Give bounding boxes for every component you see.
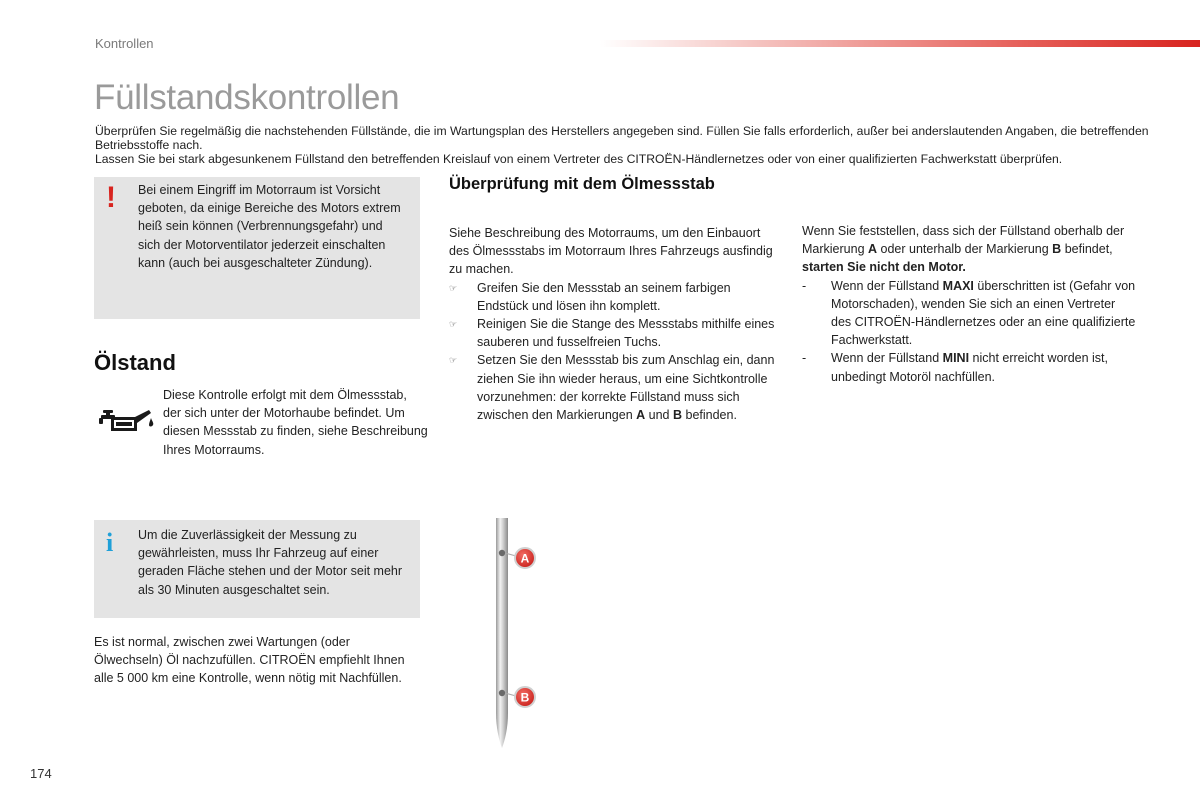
pointing-hand-icon: ☞ — [449, 355, 458, 366]
marker-a-text: A — [520, 551, 530, 566]
level-item-maxi — [802, 277, 1137, 350]
do-not-start-warning: starten Sie nicht den Motor. — [802, 260, 966, 275]
level-warning-column — [802, 222, 1137, 386]
instruction-item — [449, 315, 779, 351]
instruction-text: Reinigen Sie die Stange des Messstabs mithilfe eines sauberen und fusselfreien Tuchs. — [477, 317, 775, 350]
page-number: 174 — [30, 766, 52, 781]
dash-marker: - — [802, 351, 807, 366]
dipstick-illustration — [490, 518, 550, 750]
dipstick-instructions — [449, 224, 779, 424]
marker-b-text: B — [520, 690, 530, 705]
instruction-tail: befinden. — [685, 408, 737, 423]
info-text: Um die Zuverlässigkeit der Messung zu gewährleisten, muss Ihr Fahrzeug auf einer geraden Fläche stehen und der Motor seit mehr als 30 Minuten ausgeschaltet sein. — [138, 528, 403, 597]
conjunction-text: und — [648, 408, 670, 423]
dipstick-notch-a — [499, 550, 505, 556]
intro-paragraph-1: Überprüfen Sie regelmäßig die nachstehenden Füllstände, die im Wartungsplan des Herstellers angegeben sind. Füllen Sie falls erforderlich, außer bei anderslautenden Angaben, die betreffenden Betriebsstoffe nach. — [95, 124, 1149, 152]
exclamation-icon: ! — [106, 181, 116, 214]
item-suffix: überschritten ist (Gefahr von Motorschaden), wenden Sie sich an einen Vertreter des CITROËN-Händlernetzes oder an eine qualifizierte Fachwerkstatt. — [831, 278, 1136, 348]
item-suffix: nicht erreicht worden ist, unbedingt Motoröl nachfüllen. — [831, 351, 1109, 384]
marker-a-label: A — [868, 242, 878, 257]
instruction-item — [449, 351, 779, 424]
level-warning-intro — [802, 222, 1137, 277]
intro-part-1: Wenn Sie feststellen, dass sich der Füllstand oberhalb der Markierung — [802, 224, 1125, 257]
oil-level-heading: Ölstand — [94, 350, 176, 375]
instruction-text: Setzen Sie den Messstab bis zum Anschlag ein, dann ziehen Sie ihn wieder heraus, um eine Sichtkontrolle vorzunehmen: der korrekte Füllstand muss sich zwischen den Markierungen — [477, 353, 775, 423]
instruction-text: Greifen Sie den Messstab an seinem farbigen Endstück und lösen ihn komplett. — [477, 280, 731, 313]
intro-paragraph-2: Lassen Sie bei stark abgesunkenem Füllstand den betreffenden Kreislauf von einem Vertreter des CITROËN-Händlernetzes oder von einer qualifizierten Fachwerkstatt überprüfen. — [95, 152, 1063, 166]
section-label: Kontrollen — [95, 36, 154, 51]
dipstick-intro: Siehe Beschreibung des Motorraums, um den Einbauort des Ölmessstabs im Motorraum Ihres Fahrzeugs ausfindig zu machen. — [449, 226, 773, 277]
dipstick-notch-b — [499, 690, 505, 696]
level-item-mini — [802, 349, 1137, 385]
oil-level-text: Diese Kontrolle erfolgt mit dem Ölmessstab, der sich unter der Motorhaube befindet. Um diesen Messstab zu finden, siehe Beschreibung Ihres Motorraums. — [163, 388, 428, 457]
intro-part-3: befindet, — [1064, 242, 1113, 257]
item-prefix: Wenn der Füllstand — [831, 351, 940, 366]
oil-can-icon — [97, 404, 155, 440]
warning-box — [94, 177, 420, 319]
pointing-hand-icon: ☞ — [449, 282, 458, 293]
instruction-item — [449, 279, 779, 315]
pointing-hand-icon: ☞ — [449, 319, 458, 330]
marker-b-label: B — [672, 408, 683, 423]
info-box — [94, 520, 420, 618]
header-accent-bar — [600, 40, 1200, 47]
maxi-label: MAXI — [942, 278, 974, 293]
dipstick-heading: Überprüfung mit dem Ölmessstab — [449, 175, 715, 193]
refill-note: Es ist normal, zwischen zwei Wartungen (oder Ölwechseln) Öl nachzufüllen. CITROËN empfiehlt Ihnen alle 5 000 km eine Kontrolle, wenn nötig mit Nachfüllen. — [94, 635, 405, 686]
mini-label: MINI — [942, 351, 970, 366]
intro-text — [95, 124, 1155, 166]
warning-text: Bei einem Eingriff im Motorraum ist Vorsicht geboten, da einige Bereiche des Motors extrem heiß sein können (Verbrennungsgefahr) und sich der Motorventilator jederzeit einschalten kann (auch bei ausgeschalteter Zündung). — [138, 183, 401, 270]
dash-marker: - — [802, 278, 807, 293]
marker-b-label: B — [1052, 242, 1062, 257]
info-icon: i — [106, 528, 114, 557]
item-prefix: Wenn der Füllstand — [831, 278, 940, 293]
intro-part-2: oder unterhalb der Markierung — [880, 242, 1049, 257]
page-title: Füllstandskontrollen — [94, 78, 400, 117]
marker-a-label: A — [636, 408, 646, 423]
